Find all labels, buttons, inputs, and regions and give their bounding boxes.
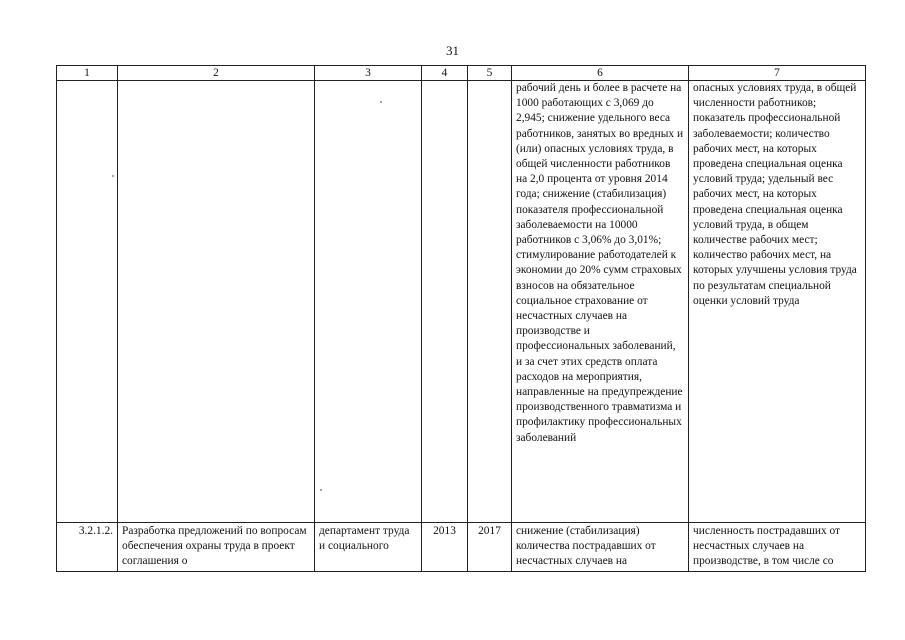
table-row [57, 523, 866, 572]
cell-measure: Разработка предложений по вопросам обеспечения охраны труда в проект соглашения о [118, 523, 315, 572]
cell-expected-result: рабочий день и более в расчете на 1000 работающих с 3,069 до 2,945; снижение удельного веса работников, занятых во вредных и (или) опасных условиях труда, в общей численности работников на 2,0 процента от уровня 2014 года; снижение (стабилизация) показателя профессиональной заболеваемости на 10000 работников с 3,06% до 3,01%; стимулирование работодателей к экономии до 20% сумм страховых взносов на обязательное социальное страхование от несчастных случаев на производстве и профессиональных заболеваний, и за счет этих средств оплата расходов на мероприятия, направленные на предупреждение производственного травматизма и профилактику профессиональных заболеваний [512, 81, 689, 523]
cell-indicators: опасных условиях труда, в общей численности работников; показатель профессиональной заболеваемости; количество рабочих мест, на которых проведена специальная оценка условий труда; удельный вес рабочих мест, на которых проведена специальная оценка условий труда, в общем количестве рабочих мест; количество рабочих мест, на которых улучшены условия труда по результатам специальной оценки условий труда [689, 81, 866, 523]
cell-start-year [422, 81, 468, 523]
header-cell: 4 [422, 66, 468, 81]
cell-expected-result: снижение (стабилизация) количества пострадавших от несчастных случаев на [512, 523, 689, 572]
header-cell: 6 [512, 66, 689, 81]
cell-start-year: 2013 [422, 523, 468, 572]
header-cell: 3 [315, 66, 422, 81]
plan-table [56, 65, 866, 572]
header-cell: 5 [468, 66, 512, 81]
header-cell: 7 [689, 66, 866, 81]
cell-end-year [468, 81, 512, 523]
header-cell: 2 [118, 66, 315, 81]
cell-measure [118, 81, 315, 523]
page-number: 31 [446, 43, 459, 58]
cell-number: 3.2.1.2. [57, 523, 118, 572]
cell-executor: департамент труда и социального [315, 523, 422, 572]
cell-number [57, 81, 118, 523]
header-cell: 1 [57, 66, 118, 81]
cell-end-year: 2017 [468, 523, 512, 572]
cell-executor [315, 81, 422, 523]
table-row [57, 81, 866, 523]
header-row [57, 66, 866, 81]
cell-indicators: численность пострадавших от несчастных случаев на производстве, в том числе со [689, 523, 866, 572]
